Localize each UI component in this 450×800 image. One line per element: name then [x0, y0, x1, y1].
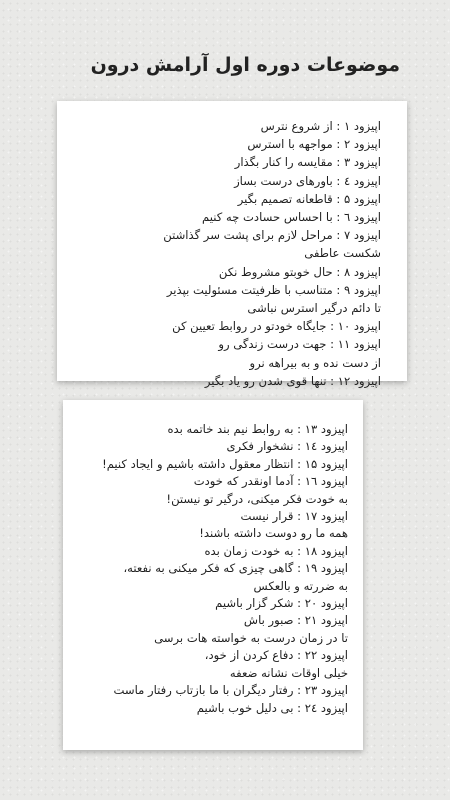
episode-card-2 [63, 400, 363, 750]
list-item: اپیزود ۲٤ : بی دلیل خوب باشیم [196, 700, 348, 715]
list-item: اپیزود ۱۸ : به خودت زمان بده [204, 543, 348, 558]
episode-list-1 [163, 117, 381, 390]
list-item: اپیزود ۱۵ : انتظار معقول داشته باشیم و ایجاد کنیم! [102, 456, 348, 471]
list-item: اپیزود ۲۲ : دفاع کردن از خود، [204, 648, 348, 663]
list-item: اپیزود ١٤ : نشخوار فکری [226, 439, 348, 454]
list-item: اپیزود ۱٦ : آدما اونقدر که خودت [193, 474, 348, 489]
list-item: اپیزود ۱۲ : تنها قوی شدن رو یاد بگیر [204, 373, 381, 388]
list-item: اپیزود ۵ : قاطعانه تصمیم بگیر [237, 191, 381, 206]
list-item: تا دائم درگیر استرس نباشی [247, 301, 381, 316]
list-item: اپیزود ٤ : باورهای درست بساز [234, 173, 381, 188]
episode-list-2 [102, 421, 348, 717]
list-item: اپیزود ۱۳ : به روابط نیم بند خاتمه بده [167, 422, 348, 436]
list-item: اپیزود ۱۹ : گاهی چیزی که فکر میکنی به نفعته، [123, 561, 348, 576]
list-item: اپیزود ٦ : با احساس حسادت چه کنیم [202, 210, 381, 225]
list-item: اپیزود ۷ : مراحل لازم برای پشت سر گذاشتن [163, 228, 381, 243]
list-item: اپیزود ۳ : مقایسه را کنار بگذار [234, 155, 381, 170]
list-item: اپیزود ۲ : مواجهه با استرس [247, 137, 381, 152]
list-item: همه ما رو دوست داشته باشند! [199, 526, 348, 541]
list-item: اپیزود ۹ : متناسب با ظرفیتت مسئولیت بپذیر [166, 282, 381, 297]
list-item: به خودت فکر میکنی، درگیر تو نیستن! [166, 491, 348, 506]
page-title: موضوعات دوره اول آرامش درون [90, 54, 400, 76]
list-item: تا در زمان درست به خواسته هات برسی [154, 630, 348, 645]
list-item: اپیزود ۲۱ : صبور باش [243, 613, 348, 628]
list-item: اپیزود ۲۳ : رفتار دیگران با ما بازتاب رفتار ماست [113, 683, 348, 698]
list-item: اپیزود ۱ : از شروع نترس [260, 119, 381, 133]
list-item: به ضررته و بالعکس [253, 578, 348, 593]
list-item: اپیزود ۱۱ : جهت درست زندگی رو [218, 337, 381, 352]
episode-card-1 [57, 101, 407, 388]
list-item: از دست نده و به بیراهه نرو [249, 355, 381, 370]
list-item: اپیزود ۲۰ : شکر گزار باشیم [215, 596, 348, 611]
list-item: اپیزود ۱۰ : جایگاه خودتو در روابط تعیین کن [172, 319, 381, 334]
list-item: خیلی اوقات نشانه ضعفه [229, 665, 348, 680]
list-item: اپیزود ۸ : حال خوبتو مشروط نکن [218, 264, 381, 279]
list-item: اپیزود ۱۷ : قرار نیست [240, 509, 348, 524]
list-item: شکست عاطفی [304, 246, 381, 261]
